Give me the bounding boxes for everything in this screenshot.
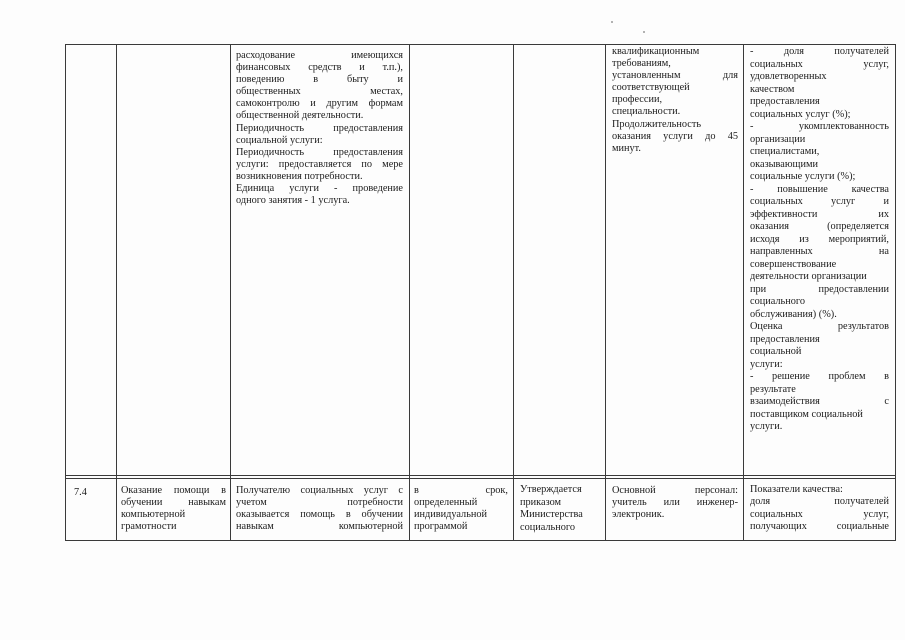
text-line: поведению в быту и bbox=[236, 74, 403, 86]
text-line: социальной услуги: bbox=[236, 134, 323, 146]
text-line: Утверждается bbox=[520, 484, 582, 495]
table-border-left bbox=[65, 44, 66, 541]
text-line: специалистами, bbox=[750, 146, 820, 157]
text-line: - решение проблем в bbox=[750, 371, 889, 382]
text-line: общественной деятельности. bbox=[236, 110, 364, 122]
cell-service-description bbox=[236, 485, 403, 537]
text-line: Оценка результатов bbox=[750, 321, 889, 332]
text-line: результате bbox=[750, 383, 796, 395]
table-border-top bbox=[65, 44, 896, 45]
text-line: квалификационным bbox=[612, 46, 700, 57]
text-line: Министерства bbox=[520, 509, 583, 521]
text-line: деятельности организации bbox=[750, 271, 867, 282]
text-line: социальные услуги (%); bbox=[750, 171, 856, 182]
text-line: установленным для bbox=[612, 70, 738, 82]
text-line: индивидуальной bbox=[414, 509, 488, 521]
text-line: исходя из мероприятий, bbox=[750, 233, 889, 245]
text-line: общественных местах, bbox=[236, 86, 403, 98]
text-line: доля получателей bbox=[750, 496, 889, 508]
text-line: Периодичность предоставления bbox=[236, 146, 403, 158]
text-line: в срок, bbox=[414, 485, 508, 496]
text-line: приказом bbox=[520, 496, 562, 508]
row-separator bbox=[65, 475, 896, 476]
text-line: Периодичность предоставления bbox=[236, 122, 403, 134]
cell-service-name bbox=[121, 485, 226, 537]
text-line: самоконтролю и другим формам bbox=[236, 98, 403, 110]
text-line: социальных услуг, bbox=[750, 58, 889, 70]
text-line: получающих социальные bbox=[750, 521, 889, 533]
text-line: оказания (определяется bbox=[750, 221, 889, 232]
text-line: услуги: bbox=[750, 358, 783, 370]
text-line: социальной bbox=[750, 346, 802, 357]
cell-quality-indicators-continued bbox=[750, 46, 889, 472]
text-line: при предоставлении bbox=[750, 283, 889, 295]
text-line: Единица услуги - проведение bbox=[236, 183, 403, 195]
text-line: оказывающими bbox=[750, 158, 819, 170]
text-line: финансовых средств и т.п.), bbox=[236, 62, 403, 74]
text-line: социального bbox=[520, 521, 576, 533]
table-border-right bbox=[895, 44, 896, 541]
column-divider bbox=[513, 44, 514, 541]
text-line: грамотности bbox=[121, 521, 177, 533]
text-line: услуги: предоставляется по мере bbox=[236, 158, 403, 170]
text-line: программой bbox=[414, 521, 468, 533]
row-separator bbox=[65, 478, 896, 479]
text-line: обучении навыкам bbox=[121, 497, 226, 509]
scan-speck bbox=[643, 31, 645, 33]
cell-conditions-continued bbox=[612, 46, 738, 472]
cell-tariff bbox=[520, 484, 602, 537]
text-line: услуги. bbox=[750, 421, 783, 432]
text-line: оказания услуги до 45 bbox=[612, 130, 738, 142]
column-divider bbox=[116, 44, 117, 541]
text-line: - укомплектованность bbox=[750, 121, 889, 132]
text-line: профессии, bbox=[612, 94, 663, 106]
column-divider bbox=[743, 44, 744, 541]
text-line: социальных услуг (%); bbox=[750, 108, 851, 120]
text-line: поставщиком социальной bbox=[750, 408, 863, 420]
text-line: специальности. bbox=[612, 106, 681, 118]
table-border-bottom bbox=[65, 540, 896, 541]
cell-quality-indicators bbox=[750, 484, 889, 537]
text-line: предоставления bbox=[750, 96, 820, 107]
text-line: оказывается помощь в обучении bbox=[236, 509, 403, 521]
text-line: расходование имеющихся bbox=[236, 50, 403, 61]
text-line: удовлетворенных bbox=[750, 71, 827, 82]
text-line: определенный bbox=[414, 497, 478, 509]
text-line: соответствующей bbox=[612, 82, 690, 94]
row-number: 7.4 bbox=[74, 487, 87, 498]
column-divider bbox=[409, 44, 410, 541]
text-line: одного занятия - 1 услуга. bbox=[236, 195, 350, 207]
text-line: социальных услуг и bbox=[750, 196, 889, 207]
column-divider bbox=[230, 44, 231, 541]
text-line: социального bbox=[750, 296, 806, 307]
text-line: качеством bbox=[750, 83, 795, 95]
text-line: направленных на bbox=[750, 246, 889, 257]
text-line: учетом потребности bbox=[236, 497, 403, 509]
column-divider bbox=[605, 44, 606, 541]
text-line: электроник. bbox=[612, 509, 665, 521]
text-line: организации bbox=[750, 133, 806, 145]
scan-speck bbox=[611, 21, 613, 23]
text-line: обслуживания) (%). bbox=[750, 308, 837, 320]
text-line: Продолжительность bbox=[612, 118, 702, 130]
text-line: навыкам компьютерной bbox=[236, 521, 403, 533]
cell-conditions bbox=[612, 485, 738, 537]
text-line: Оказание помощи в bbox=[121, 485, 226, 496]
cell-service-description-continued bbox=[236, 50, 403, 472]
text-line: - повышение качества bbox=[750, 183, 889, 195]
text-line: взаимодействия с bbox=[750, 396, 889, 407]
text-line: социальных услуг, bbox=[750, 508, 889, 520]
text-line: учитель или инженер- bbox=[612, 497, 738, 509]
text-line: - доля получателей bbox=[750, 46, 889, 57]
text-line: компьютерной bbox=[121, 509, 186, 521]
text-line: эффективности их bbox=[750, 208, 889, 220]
text-line: Получателю социальных услуг с bbox=[236, 485, 403, 496]
text-line: возникновения потребности. bbox=[236, 170, 363, 182]
text-line: Основной персонал: bbox=[612, 485, 738, 496]
text-line: требованиям, bbox=[612, 58, 671, 70]
text-line: совершенствование bbox=[750, 258, 837, 270]
text-line: минут. bbox=[612, 142, 641, 154]
text-line: предоставления bbox=[750, 333, 820, 345]
cell-row-number bbox=[74, 487, 112, 537]
text-line: Показатели качества: bbox=[750, 484, 843, 495]
cell-service-term bbox=[414, 485, 508, 537]
